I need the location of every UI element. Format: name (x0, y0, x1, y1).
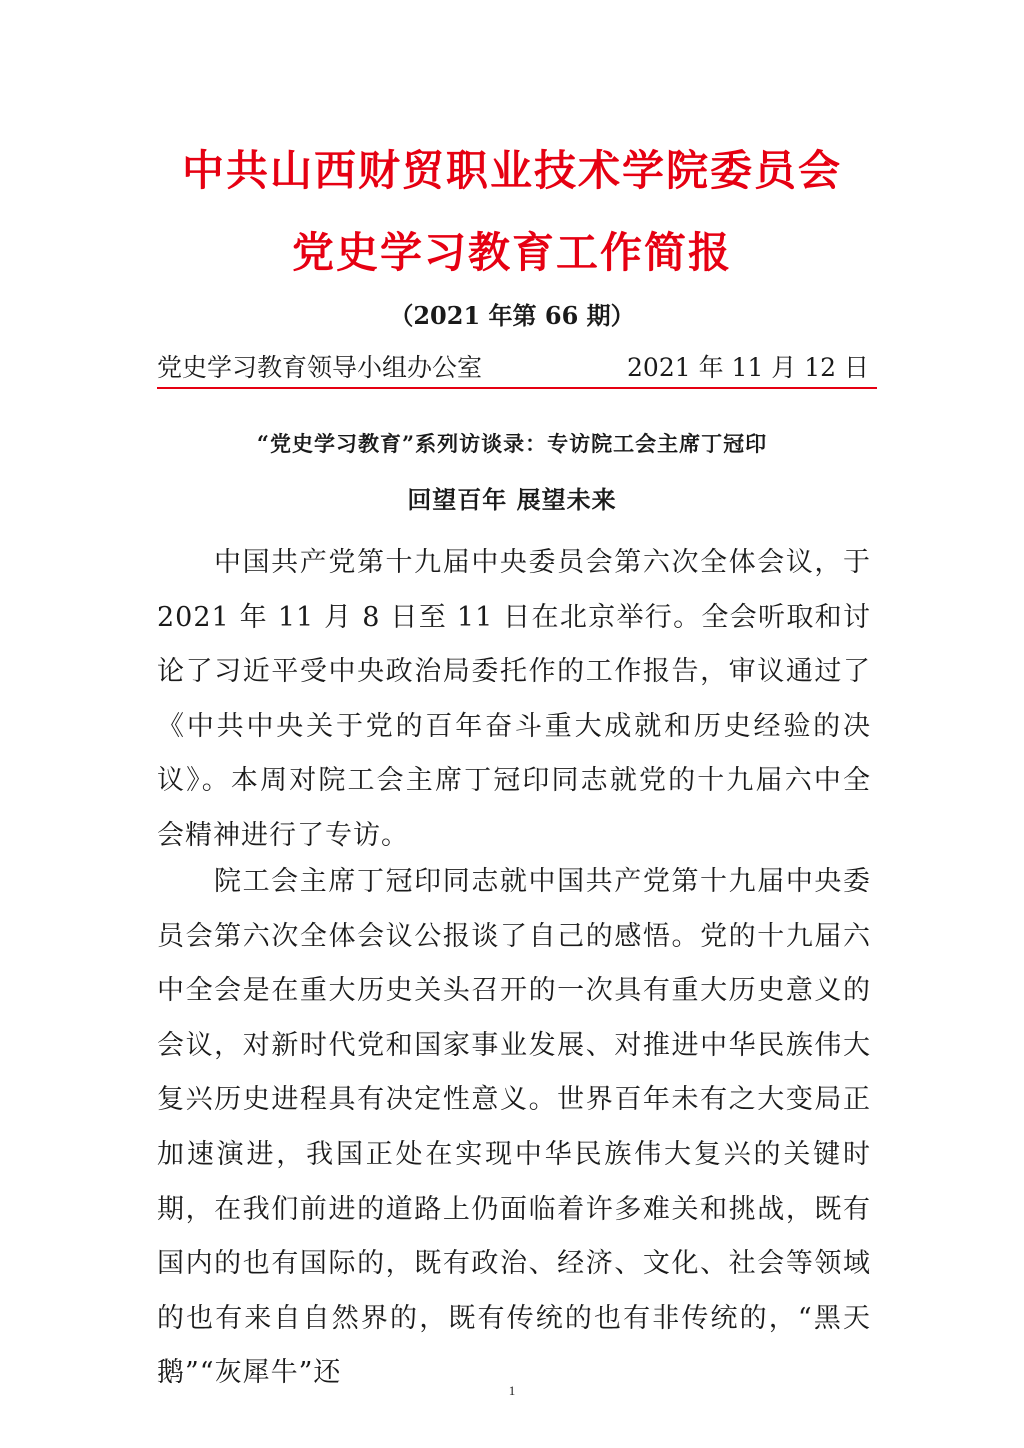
article-title: 回望百年 展望未来 (407, 485, 617, 514)
body-paragraph: 院工会主席丁冠印同志就中国共产党第十九届中央委员会第六次全体会议公报谈了自己的感悟。党的十九届六中全会是在重大历史关头召开的一次具有重大历史意义的会议，对新时代党和国家事业发展、对推进中华民族伟大复兴历史进程具有决定性意义。世界百年未有之大变局正加速演进，我国正处在实现中华民族伟大复兴的关键时期，在我们前进的道路上仍面临着许多难关和挑战，既有国内的也有国际的，既有政治、经济、文化、社会等领域的也有来自自然界的，既有传统的也有非传统的，“黑天鹅”“灰犀牛”还 (157, 866, 871, 1389)
issue-date: 2021 年 11 月 12 日 (627, 353, 869, 382)
issuing-office: 党史学习教育领导小组办公室 (157, 353, 483, 382)
issue-number: （2021 年第 66 期） (389, 301, 635, 330)
bulletin-header-row (157, 348, 877, 384)
bulletin-org-title: 中共山西财贸职业技术学院委员会 (181, 146, 842, 195)
series-title: “党史学习教育”系列访谈录：专访院工会主席丁冠印 (256, 431, 768, 456)
page-number: 1 (508, 1383, 516, 1398)
body-paragraph: 中国共产党第十九届中央委员会第六次全体会议，于 2021 年 11 月 8 日至 11 日在北京举行。全会听取和讨论了习近平受中央政治局委托作的工作报告，审议通过了《中共中央关于党的百年奋斗重大成就和历史经验的决议》。本周对院工会主席丁冠印同志就党的十九届六中全会精神进行了专访。 (157, 547, 871, 851)
red-divider (157, 387, 877, 389)
bulletin-title: 党史学习教育工作简报 (291, 228, 732, 277)
